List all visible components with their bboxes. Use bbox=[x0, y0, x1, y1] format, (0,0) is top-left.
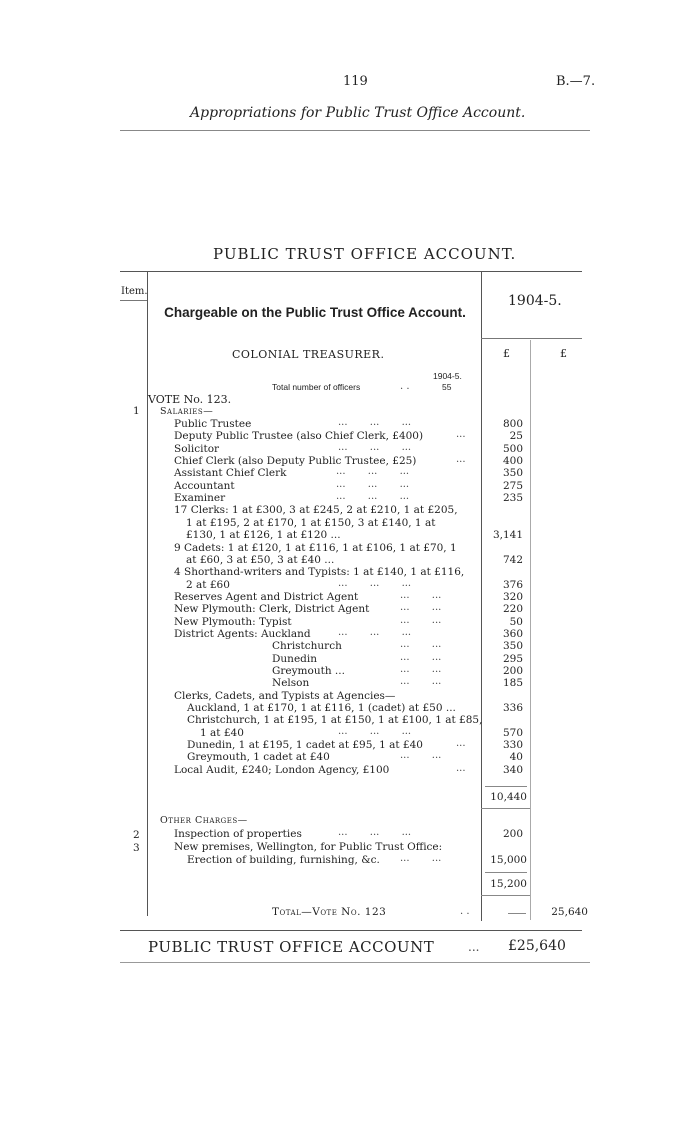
page-number: 119 bbox=[343, 74, 368, 89]
officers-value: 55 bbox=[442, 382, 452, 392]
leader-dots: ... ... ... bbox=[338, 441, 412, 453]
salary-line-amount: 40 bbox=[509, 751, 523, 764]
salary-line-text: Chief Clerk (also Deputy Public Trustee, £25) bbox=[174, 455, 417, 468]
premises-dots: ... ... bbox=[400, 853, 442, 864]
leader-dots: ... ... bbox=[400, 639, 442, 651]
salary-line-text: Auckland, 1 at £170, 1 at £116, 1 (cadet) at £50 ... bbox=[187, 702, 456, 715]
charge-heading: Chargeable on the Public Trust Office Account. bbox=[164, 305, 466, 320]
salary-line-text: Examiner bbox=[174, 492, 226, 505]
leader-dots: ... bbox=[456, 762, 466, 774]
leader-dots: ... ... bbox=[400, 651, 442, 663]
salary-line-text: Reserves Agent and District Agent bbox=[174, 590, 359, 603]
premises-amount: 15,000 bbox=[490, 854, 527, 866]
salary-line-amount: 275 bbox=[502, 479, 523, 492]
leader-dots: ... ... ... bbox=[336, 478, 410, 490]
leader-dots: ... ... bbox=[400, 589, 442, 601]
leader-dots: ... bbox=[456, 738, 466, 750]
footer-dots: ... bbox=[468, 940, 480, 954]
leader-dots: ... ... bbox=[400, 614, 442, 626]
salary-line-amount: 185 bbox=[502, 677, 523, 690]
salary-line-amount: 50 bbox=[509, 615, 523, 628]
salary-line-text: Christchurch bbox=[272, 640, 342, 653]
salary-line-text: Dunedin bbox=[272, 652, 317, 665]
premises-line-1: New premises, Wellington, for Public Trust Office: bbox=[174, 841, 443, 853]
header-rule bbox=[120, 130, 590, 131]
salary-line-amount: 336 bbox=[502, 702, 523, 715]
salary-line-amount: 235 bbox=[502, 492, 523, 505]
vote-total-value: 25,640 bbox=[551, 906, 588, 918]
leader-dots: ... bbox=[456, 429, 466, 441]
vote-total-dots: . . bbox=[460, 906, 470, 917]
inspection-line: Inspection of properties bbox=[174, 828, 302, 840]
salary-line-amount: 350 bbox=[502, 467, 523, 480]
officers-dots: . . bbox=[400, 381, 410, 392]
salary-line-text: 1 at £195, 2 at £170, 1 at £150, 3 at £140, 1 at bbox=[186, 516, 436, 529]
salary-line-text: Greymouth, 1 cadet at £40 bbox=[187, 751, 330, 764]
salary-line-text: Greymouth ... bbox=[272, 665, 345, 677]
salary-line-amount: 360 bbox=[502, 627, 523, 640]
leader-dots: ... ... ... bbox=[338, 417, 412, 428]
salary-line-text: 9 Cadets: 1 at £120, 1 at £116, 1 at £106, 1 at £70, 1 bbox=[174, 541, 457, 554]
item-header-rule bbox=[120, 300, 147, 301]
other-charges-heading: Other Charges— bbox=[160, 815, 248, 826]
salary-line-text: 1 at £40 bbox=[200, 726, 244, 739]
salary-line-amount: 376 bbox=[502, 578, 523, 591]
table-top-rule bbox=[120, 271, 582, 272]
inspection-dots: ... ... ... bbox=[338, 827, 412, 838]
leader-dots: ... ... bbox=[400, 750, 442, 762]
salary-line-text: District Agents: Auckland bbox=[174, 627, 311, 640]
salary-line-amount: 500 bbox=[502, 442, 523, 455]
other-subtotal-rule bbox=[485, 872, 527, 873]
footer-label: PUBLIC TRUST OFFICE ACCOUNT bbox=[148, 938, 435, 956]
salary-line-amount: 400 bbox=[502, 455, 523, 468]
premises-line-2: Erection of building, furnishing, &c. bbox=[187, 854, 380, 866]
year-column-header: 1904-5. bbox=[508, 293, 562, 309]
leader-dots: ... ... ... bbox=[338, 725, 412, 737]
item-column-header: Item. bbox=[121, 286, 148, 297]
salary-line-amount: 330 bbox=[502, 739, 523, 752]
leader-dots: ... ... bbox=[400, 664, 442, 675]
other-charges-total: 15,200 bbox=[490, 878, 527, 890]
salary-line-amount: 800 bbox=[502, 418, 523, 430]
pound-header-1: £ bbox=[503, 347, 510, 360]
department-heading: COLONIAL TREASURER. bbox=[232, 348, 385, 361]
leader-dots: ... ... ... bbox=[338, 577, 412, 589]
salaries-total-rule bbox=[481, 808, 530, 809]
leader-dots: ... ... bbox=[400, 676, 442, 688]
year-header-rule bbox=[481, 338, 582, 339]
salary-line-text: 4 Shorthand-writers and Typists: 1 at £140, 1 at £116, bbox=[174, 566, 465, 579]
table-bottom-rule bbox=[120, 930, 582, 931]
salary-line-text: Solicitor bbox=[174, 442, 220, 455]
other-total-rule bbox=[481, 895, 530, 896]
officers-label: Total number of officers bbox=[272, 382, 361, 392]
item-number-3: 3 bbox=[133, 842, 140, 854]
vote-heading: VOTE No. 123. bbox=[148, 393, 232, 406]
salary-line-text: Dunedin, 1 at £195, 1 cadet at £95, 1 at £40 bbox=[187, 739, 423, 752]
salary-line-text: £130, 1 at £126, 1 at £120 ... bbox=[186, 529, 341, 542]
salary-line-text: Accountant bbox=[174, 479, 235, 492]
salary-line-text: New Plymouth: Clerk, District Agent bbox=[174, 603, 370, 616]
salary-line-text: New Plymouth: Typist bbox=[174, 615, 292, 628]
leader-dots: ... ... ... bbox=[338, 626, 412, 638]
salary-line-amount: 25 bbox=[509, 430, 523, 443]
salary-line-amount: 742 bbox=[502, 553, 523, 566]
footer-rule bbox=[120, 962, 590, 963]
leader-dots: ... ... ... bbox=[336, 466, 410, 478]
salary-line-text: Local Audit, £240; London Agency, £100 bbox=[174, 763, 390, 776]
item-number-1: 1 bbox=[133, 405, 140, 417]
salary-line-amount: 350 bbox=[502, 640, 523, 653]
salary-line-text: Assistant Chief Clerk bbox=[174, 467, 287, 480]
account-title: PUBLIC TRUST OFFICE ACCOUNT. bbox=[213, 245, 517, 263]
salary-line-amount: 295 bbox=[502, 652, 523, 665]
salaries-heading: Salaries— bbox=[160, 406, 214, 417]
vote-total-label: Total—Vote No. 123 bbox=[272, 906, 387, 918]
salary-line-text: Christchurch, 1 at £195, 1 at £150, 1 at £100, 1 at £85, bbox=[187, 714, 483, 727]
item-number-2: 2 bbox=[133, 829, 140, 841]
pound-header-2: £ bbox=[560, 347, 567, 360]
leader-dots: ... ... ... bbox=[336, 491, 410, 503]
salary-line-amount: 200 bbox=[502, 665, 523, 677]
item-column-rule bbox=[147, 271, 148, 916]
page-subtitle: Appropriations for Public Trust Office Account. bbox=[190, 105, 526, 121]
salary-line-amount: 570 bbox=[502, 726, 523, 739]
document-reference: B.—7. bbox=[556, 74, 596, 89]
footer-total: £25,640 bbox=[508, 938, 566, 954]
salary-line-amount: 3,141 bbox=[492, 529, 523, 542]
leader-dots: ... bbox=[456, 454, 466, 466]
salary-line-text: 2 at £60 bbox=[186, 578, 230, 591]
amount-inner-rule bbox=[530, 340, 531, 920]
salary-line-amount: 320 bbox=[502, 590, 523, 603]
salary-line-text: Clerks, Cadets, and Typists at Agencies— bbox=[174, 689, 396, 702]
inspection-amount: 200 bbox=[502, 828, 523, 840]
salaries-total: 10,440 bbox=[490, 791, 527, 803]
salary-line-text: at £60, 3 at £50, 3 at £40 ... bbox=[186, 553, 335, 566]
salary-line-text: Deputy Public Trustee (also Chief Clerk, £400) bbox=[174, 430, 424, 443]
vote-total-dash bbox=[508, 913, 526, 914]
salaries-subtotal-rule bbox=[485, 786, 527, 787]
officers-year: 1904-5. bbox=[433, 371, 462, 381]
salary-line-amount: 220 bbox=[502, 603, 523, 616]
salary-line-amount: 340 bbox=[502, 763, 523, 776]
leader-dots: ... ... bbox=[400, 602, 442, 614]
salary-line-text: Public Trustee bbox=[174, 418, 252, 430]
salary-line-text: Nelson bbox=[272, 677, 310, 690]
salary-line-text: 17 Clerks: 1 at £300, 3 at £245, 2 at £210, 1 at £205, bbox=[174, 504, 458, 517]
